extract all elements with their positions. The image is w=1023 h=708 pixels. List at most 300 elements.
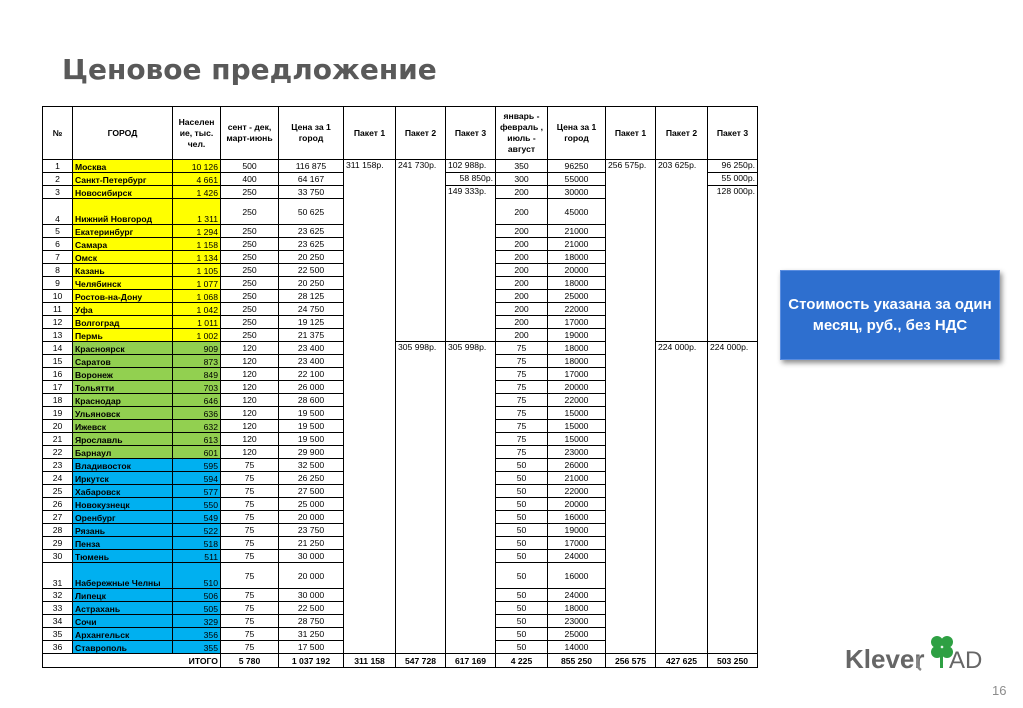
qty-season-1: 250 <box>221 251 279 264</box>
row-number: 31 <box>43 563 73 589</box>
qty-season-2: 200 <box>496 290 548 303</box>
population: 550 <box>173 498 221 511</box>
row-number: 36 <box>43 641 73 654</box>
city-name: Омск <box>73 251 173 264</box>
total-value: 503 250 <box>708 654 758 668</box>
row-number: 29 <box>43 537 73 550</box>
population: 636 <box>173 407 221 420</box>
qty-season-1: 120 <box>221 381 279 394</box>
qty-season-1: 75 <box>221 485 279 498</box>
population: 506 <box>173 589 221 602</box>
city-name: Нижний Новгород <box>73 199 173 225</box>
qty-season-2: 50 <box>496 550 548 563</box>
qty-season-1: 120 <box>221 446 279 459</box>
header-row <box>43 107 758 160</box>
population: 909 <box>173 342 221 355</box>
population: 1 311 <box>173 199 221 225</box>
total-value: 855 250 <box>548 654 606 668</box>
table-body <box>43 160 758 668</box>
package-price: 58 850р. <box>446 173 496 186</box>
total-value: 256 575 <box>606 654 656 668</box>
qty-season-2: 50 <box>496 602 548 615</box>
price-table <box>42 106 758 668</box>
row-number: 5 <box>43 225 73 238</box>
qty-season-2: 75 <box>496 433 548 446</box>
population: 329 <box>173 615 221 628</box>
total-value: 311 158 <box>344 654 396 668</box>
price-season-1: 31 250 <box>279 628 344 641</box>
qty-season-1: 75 <box>221 602 279 615</box>
qty-season-2: 50 <box>496 511 548 524</box>
price-season-1: 19 500 <box>279 433 344 446</box>
price-season-2: 20000 <box>548 498 606 511</box>
price-season-1: 30 000 <box>279 589 344 602</box>
population: 549 <box>173 511 221 524</box>
city-name: Самара <box>73 238 173 251</box>
column-header: Пакет 2 <box>656 107 708 160</box>
qty-season-1: 75 <box>221 550 279 563</box>
column-header: Цена за 1 город <box>279 107 344 160</box>
price-season-2: 18000 <box>548 355 606 368</box>
package-price: 128 000р. <box>708 186 758 342</box>
city-name: Ростов-на-Дону <box>73 290 173 303</box>
row-number: 18 <box>43 394 73 407</box>
population: 703 <box>173 381 221 394</box>
package-price: 305 998р. <box>446 342 496 654</box>
price-season-2: 17000 <box>548 316 606 329</box>
qty-season-1: 400 <box>221 173 279 186</box>
price-season-1: 32 500 <box>279 459 344 472</box>
package-price: 102 988р. <box>446 160 496 173</box>
qty-season-2: 50 <box>496 641 548 654</box>
package-price: 149 333р. <box>446 186 496 342</box>
qty-season-2: 50 <box>496 628 548 641</box>
package-price: 224 000р. <box>708 342 758 654</box>
population: 1 077 <box>173 277 221 290</box>
price-season-2: 22000 <box>548 485 606 498</box>
qty-season-1: 75 <box>221 589 279 602</box>
qty-season-2: 50 <box>496 472 548 485</box>
population: 4 661 <box>173 173 221 186</box>
price-season-1: 19 125 <box>279 316 344 329</box>
row-number: 14 <box>43 342 73 355</box>
city-name: Оренбург <box>73 511 173 524</box>
price-season-2: 24000 <box>548 550 606 563</box>
price-season-2: 25000 <box>548 290 606 303</box>
city-name: Москва <box>73 160 173 173</box>
qty-season-2: 200 <box>496 238 548 251</box>
row-number: 20 <box>43 420 73 433</box>
price-season-2: 15000 <box>548 407 606 420</box>
qty-season-2: 300 <box>496 173 548 186</box>
city-name: Новокузнецк <box>73 498 173 511</box>
price-season-2: 23000 <box>548 446 606 459</box>
price-season-1: 116 875 <box>279 160 344 173</box>
price-season-2: 20000 <box>548 381 606 394</box>
population: 873 <box>173 355 221 368</box>
population: 1 294 <box>173 225 221 238</box>
city-name: Сочи <box>73 615 173 628</box>
price-season-1: 25 000 <box>279 498 344 511</box>
city-name: Воронеж <box>73 368 173 381</box>
qty-season-2: 75 <box>496 355 548 368</box>
price-season-2: 23000 <box>548 615 606 628</box>
price-season-1: 30 000 <box>279 550 344 563</box>
row-number: 16 <box>43 368 73 381</box>
logo-suffix: AD <box>949 647 983 674</box>
row-number: 1 <box>43 160 73 173</box>
qty-season-2: 75 <box>496 381 548 394</box>
qty-season-2: 200 <box>496 199 548 225</box>
population: 577 <box>173 485 221 498</box>
package-price: 311 158р. <box>344 160 396 654</box>
row-number: 28 <box>43 524 73 537</box>
price-season-1: 26 250 <box>279 472 344 485</box>
price-season-2: 55000 <box>548 173 606 186</box>
city-name: Архангельск <box>73 628 173 641</box>
qty-season-1: 250 <box>221 329 279 342</box>
city-name: Ярославль <box>73 433 173 446</box>
city-name: Набережные Челны <box>73 563 173 589</box>
qty-season-1: 75 <box>221 563 279 589</box>
total-value: 4 225 <box>496 654 548 668</box>
population: 1 134 <box>173 251 221 264</box>
price-season-2: 15000 <box>548 433 606 446</box>
price-season-2: 18000 <box>548 342 606 355</box>
package-price: 55 000р. <box>708 173 758 186</box>
qty-season-1: 250 <box>221 186 279 199</box>
population: 511 <box>173 550 221 563</box>
qty-season-2: 200 <box>496 303 548 316</box>
price-season-1: 24 750 <box>279 303 344 316</box>
logo-text: Klever <box>845 644 925 674</box>
price-season-2: 22000 <box>548 394 606 407</box>
price-season-2: 16000 <box>548 563 606 589</box>
qty-season-2: 75 <box>496 368 548 381</box>
qty-season-2: 200 <box>496 316 548 329</box>
package-price: 256 575р. <box>606 160 656 654</box>
row-number: 35 <box>43 628 73 641</box>
qty-season-2: 75 <box>496 394 548 407</box>
price-season-1: 26 000 <box>279 381 344 394</box>
price-season-1: 50 625 <box>279 199 344 225</box>
price-season-2: 19000 <box>548 329 606 342</box>
city-name: Челябинск <box>73 277 173 290</box>
row-number: 12 <box>43 316 73 329</box>
qty-season-1: 75 <box>221 615 279 628</box>
price-season-2: 18000 <box>548 602 606 615</box>
qty-season-2: 200 <box>496 225 548 238</box>
price-season-1: 21 375 <box>279 329 344 342</box>
price-season-2: 45000 <box>548 199 606 225</box>
price-season-1: 33 750 <box>279 186 344 199</box>
price-season-1: 20 000 <box>279 563 344 589</box>
total-value: 427 625 <box>656 654 708 668</box>
price-season-2: 14000 <box>548 641 606 654</box>
price-season-1: 28 600 <box>279 394 344 407</box>
row-number: 9 <box>43 277 73 290</box>
table-row <box>43 160 758 173</box>
qty-season-1: 250 <box>221 199 279 225</box>
city-name: Казань <box>73 264 173 277</box>
qty-season-2: 50 <box>496 563 548 589</box>
package-price: 241 730р. <box>396 160 446 342</box>
price-season-1: 22 100 <box>279 368 344 381</box>
city-name: Волгоград <box>73 316 173 329</box>
column-header: Пакет 1 <box>344 107 396 160</box>
qty-season-1: 250 <box>221 316 279 329</box>
city-name: Пермь <box>73 329 173 342</box>
population: 595 <box>173 459 221 472</box>
city-name: Саратов <box>73 355 173 368</box>
city-name: Хабаровск <box>73 485 173 498</box>
total-value: 547 728 <box>396 654 446 668</box>
qty-season-1: 75 <box>221 511 279 524</box>
column-header: Пакет 3 <box>708 107 758 160</box>
price-season-2: 18000 <box>548 251 606 264</box>
city-name: Астрахань <box>73 602 173 615</box>
population: 594 <box>173 472 221 485</box>
city-name: Иркутск <box>73 472 173 485</box>
price-season-2: 17000 <box>548 368 606 381</box>
city-name: Екатеринбург <box>73 225 173 238</box>
price-season-1: 22 500 <box>279 602 344 615</box>
city-name: Рязань <box>73 524 173 537</box>
qty-season-1: 75 <box>221 641 279 654</box>
row-number: 24 <box>43 472 73 485</box>
city-name: Санкт-Петербург <box>73 173 173 186</box>
column-header: № <box>43 107 73 160</box>
city-name: Ижевск <box>73 420 173 433</box>
population: 10 126 <box>173 160 221 173</box>
population: 613 <box>173 433 221 446</box>
qty-season-2: 75 <box>496 420 548 433</box>
qty-season-1: 75 <box>221 459 279 472</box>
row-number: 17 <box>43 381 73 394</box>
qty-season-1: 250 <box>221 238 279 251</box>
qty-season-2: 200 <box>496 264 548 277</box>
price-season-1: 29 900 <box>279 446 344 459</box>
price-season-2: 16000 <box>548 511 606 524</box>
price-season-2: 20000 <box>548 264 606 277</box>
population: 356 <box>173 628 221 641</box>
city-name: Тольятти <box>73 381 173 394</box>
column-header: ГОРОД <box>73 107 173 160</box>
population: 1 011 <box>173 316 221 329</box>
qty-season-1: 75 <box>221 498 279 511</box>
price-season-1: 23 400 <box>279 342 344 355</box>
qty-season-2: 50 <box>496 537 548 550</box>
population: 1 068 <box>173 290 221 303</box>
qty-season-1: 250 <box>221 277 279 290</box>
price-season-2: 26000 <box>548 459 606 472</box>
row-number: 13 <box>43 329 73 342</box>
population: 601 <box>173 446 221 459</box>
price-season-1: 23 625 <box>279 238 344 251</box>
qty-season-2: 200 <box>496 251 548 264</box>
qty-season-1: 120 <box>221 407 279 420</box>
qty-season-1: 250 <box>221 290 279 303</box>
population: 1 105 <box>173 264 221 277</box>
row-number: 7 <box>43 251 73 264</box>
qty-season-1: 250 <box>221 264 279 277</box>
price-season-1: 23 750 <box>279 524 344 537</box>
price-season-2: 25000 <box>548 628 606 641</box>
city-name: Тюмень <box>73 550 173 563</box>
price-season-1: 27 500 <box>279 485 344 498</box>
qty-season-2: 50 <box>496 459 548 472</box>
price-season-1: 21 250 <box>279 537 344 550</box>
qty-season-2: 350 <box>496 160 548 173</box>
row-number: 2 <box>43 173 73 186</box>
population: 518 <box>173 537 221 550</box>
qty-season-2: 50 <box>496 498 548 511</box>
row-number: 21 <box>43 433 73 446</box>
population: 355 <box>173 641 221 654</box>
package-price: 305 998р. <box>396 342 446 654</box>
price-season-1: 19 500 <box>279 420 344 433</box>
row-number: 32 <box>43 589 73 602</box>
page-title: Ценовое предложение <box>62 53 437 86</box>
column-header: сент - дек, март-июнь <box>221 107 279 160</box>
price-season-1: 23 400 <box>279 355 344 368</box>
city-name: Барнаул <box>73 446 173 459</box>
price-season-2: 21000 <box>548 238 606 251</box>
package-price: 96 250р. <box>708 160 758 173</box>
qty-season-1: 250 <box>221 225 279 238</box>
population: 1 002 <box>173 329 221 342</box>
price-season-1: 20 000 <box>279 511 344 524</box>
price-season-2: 22000 <box>548 303 606 316</box>
population: 1 158 <box>173 238 221 251</box>
price-season-1: 20 250 <box>279 251 344 264</box>
price-season-2: 18000 <box>548 277 606 290</box>
price-season-2: 19000 <box>548 524 606 537</box>
city-name: Липецк <box>73 589 173 602</box>
row-number: 6 <box>43 238 73 251</box>
qty-season-2: 50 <box>496 615 548 628</box>
price-season-1: 28 750 <box>279 615 344 628</box>
qty-season-2: 200 <box>496 277 548 290</box>
population: 849 <box>173 368 221 381</box>
qty-season-2: 75 <box>496 342 548 355</box>
city-name: Ставрополь <box>73 641 173 654</box>
price-season-1: 17 500 <box>279 641 344 654</box>
population: 646 <box>173 394 221 407</box>
population: 1 426 <box>173 186 221 199</box>
qty-season-2: 200 <box>496 329 548 342</box>
qty-season-1: 120 <box>221 342 279 355</box>
price-season-2: 15000 <box>548 420 606 433</box>
row-number: 25 <box>43 485 73 498</box>
package-price: 203 625р. <box>656 160 708 342</box>
qty-season-2: 50 <box>496 589 548 602</box>
qty-season-1: 75 <box>221 472 279 485</box>
qty-season-2: 75 <box>496 407 548 420</box>
qty-season-1: 120 <box>221 433 279 446</box>
qty-season-1: 120 <box>221 368 279 381</box>
price-season-2: 96250 <box>548 160 606 173</box>
population: 510 <box>173 563 221 589</box>
qty-season-1: 500 <box>221 160 279 173</box>
row-number: 4 <box>43 199 73 225</box>
population: 632 <box>173 420 221 433</box>
row-number: 22 <box>43 446 73 459</box>
row-number: 11 <box>43 303 73 316</box>
row-number: 15 <box>43 355 73 368</box>
city-name: Краснодар <box>73 394 173 407</box>
qty-season-1: 75 <box>221 628 279 641</box>
city-name: Пенза <box>73 537 173 550</box>
qty-season-1: 250 <box>221 303 279 316</box>
row-number: 33 <box>43 602 73 615</box>
column-header: январь - февраль , июль - август <box>496 107 548 160</box>
page-number: 16 <box>992 683 1007 698</box>
total-value: 5 780 <box>221 654 279 668</box>
city-name: Красноярск <box>73 342 173 355</box>
row-number: 30 <box>43 550 73 563</box>
city-name: Владивосток <box>73 459 173 472</box>
price-season-1: 19 500 <box>279 407 344 420</box>
population: 1 042 <box>173 303 221 316</box>
population: 505 <box>173 602 221 615</box>
qty-season-2: 75 <box>496 446 548 459</box>
price-season-1: 64 167 <box>279 173 344 186</box>
column-header: Цена за 1 город <box>548 107 606 160</box>
row-number: 27 <box>43 511 73 524</box>
column-header: Пакет 1 <box>606 107 656 160</box>
city-name: Новосибирск <box>73 186 173 199</box>
price-season-2: 17000 <box>548 537 606 550</box>
total-row <box>43 654 758 668</box>
city-name: Уфа <box>73 303 173 316</box>
row-number: 34 <box>43 615 73 628</box>
column-header: Населен ие, тыс. чел. <box>173 107 221 160</box>
column-header: Пакет 3 <box>446 107 496 160</box>
total-label: ИТОГО <box>43 654 221 668</box>
row-number: 23 <box>43 459 73 472</box>
row-number: 26 <box>43 498 73 511</box>
price-season-1: 20 250 <box>279 277 344 290</box>
qty-season-2: 200 <box>496 186 548 199</box>
row-number: 3 <box>43 186 73 199</box>
row-number: 19 <box>43 407 73 420</box>
qty-season-1: 120 <box>221 394 279 407</box>
qty-season-1: 120 <box>221 355 279 368</box>
price-season-1: 23 625 <box>279 225 344 238</box>
price-season-2: 21000 <box>548 472 606 485</box>
qty-season-1: 120 <box>221 420 279 433</box>
column-header: Пакет 2 <box>396 107 446 160</box>
price-season-1: 22 500 <box>279 264 344 277</box>
row-number: 8 <box>43 264 73 277</box>
population: 522 <box>173 524 221 537</box>
qty-season-2: 50 <box>496 485 548 498</box>
price-season-2: 30000 <box>548 186 606 199</box>
price-season-1: 28 125 <box>279 290 344 303</box>
price-season-2: 24000 <box>548 589 606 602</box>
city-name: Ульяновск <box>73 407 173 420</box>
qty-season-1: 75 <box>221 524 279 537</box>
price-note: Стоимость указана за один месяц, руб., без НДС <box>780 270 1000 360</box>
package-price: 224 000р. <box>656 342 708 654</box>
total-value: 617 169 <box>446 654 496 668</box>
qty-season-2: 50 <box>496 524 548 537</box>
qty-season-1: 75 <box>221 537 279 550</box>
total-value: 1 037 192 <box>279 654 344 668</box>
price-season-2: 21000 <box>548 225 606 238</box>
row-number: 10 <box>43 290 73 303</box>
